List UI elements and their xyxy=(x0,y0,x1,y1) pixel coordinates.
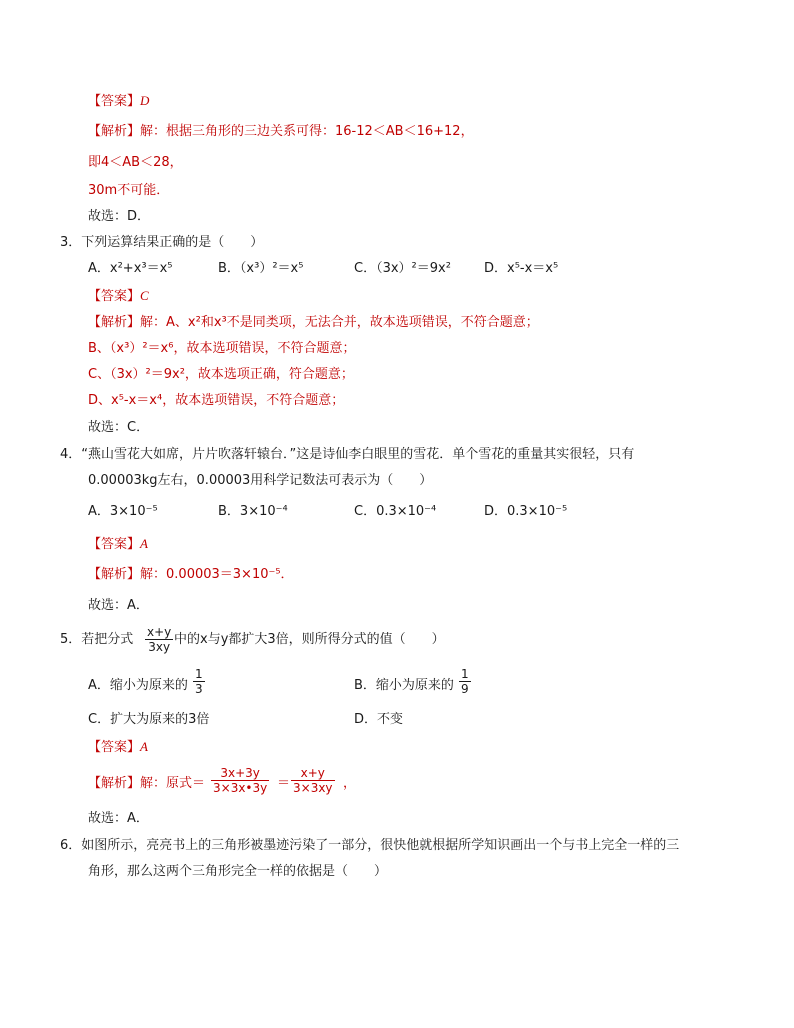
q5-analysis-fraction-2-numerator: x+y xyxy=(291,766,335,781)
q3-option-d: D．x⁵-x＝x⁵ xyxy=(484,261,559,276)
q5-option-a-numerator: 1 xyxy=(195,667,203,681)
q6-stem-line2: 角形，那么这两个三角形完全一样的依据是（ ） xyxy=(88,864,388,879)
q2-analysis-line1: 【解析】解：根据三角形的三边关系可得：16-12＜AB＜16+12， xyxy=(88,124,474,139)
q4-answer: 【答案】A xyxy=(88,536,148,552)
q4-option-d: D．0.3×10⁻⁵ xyxy=(484,504,568,519)
q4-analysis-line1: 【解析】解：0.00003＝3×10⁻⁵． xyxy=(88,567,294,582)
q4-conclusion: 故选：A． xyxy=(88,598,149,613)
q5-option-b: B．缩小为原来的 xyxy=(354,678,454,693)
q2-conclusion: 故选：D． xyxy=(88,209,151,224)
q3-analysis-line3: C、（3x）²＝9x²，故本选项正确，符合题意； xyxy=(88,367,354,382)
q5-answer: 【答案】A xyxy=(88,739,148,755)
q3-analysis-line2: B、（x³）²＝x⁶，故本选项错误，不符合题意； xyxy=(88,341,356,356)
q4-stem-line2: 0.00003kg左右，0.00003用科学记数法可表示为（ ） xyxy=(88,473,433,488)
q5-analysis-fraction-1 xyxy=(211,766,269,795)
q5-option-a-denominator: 3 xyxy=(195,682,203,696)
q5-stem-fraction xyxy=(145,625,173,654)
q5-analysis-fraction-1-denominator: 3×3x•3y xyxy=(213,781,268,795)
q3-answer: 【答案】C xyxy=(88,288,149,304)
q5-option-b-numerator: 1 xyxy=(461,667,469,681)
q5-analysis-fraction-1-numerator: 3x+3y xyxy=(211,766,269,781)
q5-stem-pre: 5．若把分式 xyxy=(60,632,134,647)
q5-analysis-post: ， xyxy=(343,776,357,791)
q5-conclusion: 故选：A． xyxy=(88,811,149,826)
q5-stem-fraction-numerator: x+y xyxy=(147,625,172,639)
q5-stem-post: 中的x与y都扩大3倍，则所得分式的值（ ） xyxy=(174,632,445,647)
q5-analysis-equals: ＝ xyxy=(277,776,291,791)
q2-analysis-line3: 30m不可能． xyxy=(88,183,170,198)
q5-stem-fraction-denominator: 3xy xyxy=(148,640,171,654)
q3-option-a: A．x²+x³＝x⁵ xyxy=(88,261,173,276)
q5-option-b-denominator: 9 xyxy=(461,682,469,696)
q4-option-c: C．0.3×10⁻⁴ xyxy=(354,504,437,519)
q3-conclusion: 故选：C． xyxy=(88,420,150,435)
q5-analysis-fraction-2-denominator: 3×3xy xyxy=(293,781,333,795)
q4-stem-line1: 4．“燕山雪花大如席，片片吹落轩辕台．”这是诗仙李白眼里的雪花．单个雪花的重量其实很轻，只有 xyxy=(60,447,635,462)
q2-answer: 【答案】D xyxy=(88,93,150,109)
q4-option-a: A．3×10⁻⁵ xyxy=(88,504,158,519)
q5-analysis-fraction-2 xyxy=(291,766,335,795)
q5-option-c: C．扩大为原来的3倍 xyxy=(88,712,210,727)
q3-analysis-line1: 【解析】解：A、x²和x³不是同类项，无法合并，故本选项错误，不符合题意； xyxy=(88,315,539,330)
q3-analysis-line4: D、x⁵-x＝x⁴，故本选项错误，不符合题意； xyxy=(88,393,345,408)
q5-option-b-fraction xyxy=(459,667,471,696)
q3-option-c: C．（3x）²＝9x² xyxy=(354,261,451,276)
q3-option-b: B．（x³）²＝x⁵ xyxy=(218,261,304,276)
q5-option-d: D．不变 xyxy=(354,712,404,727)
q3-stem: 3．下列运算结果正确的是（ ） xyxy=(60,235,264,250)
q5-option-a: A．缩小为原来的 xyxy=(88,678,188,693)
q5-option-a-fraction xyxy=(193,667,205,696)
q4-option-b: B．3×10⁻⁴ xyxy=(218,504,288,519)
q2-analysis-line2: 即4＜AB＜28， xyxy=(88,155,183,170)
q5-analysis-pre: 【解析】解：原式＝ xyxy=(88,776,206,791)
q6-stem-line1: 6．如图所示，亮亮书上的三角形被墨迹污染了一部分，很快他就根据所学知识画出一个与书上完全一样的三 xyxy=(60,838,680,853)
